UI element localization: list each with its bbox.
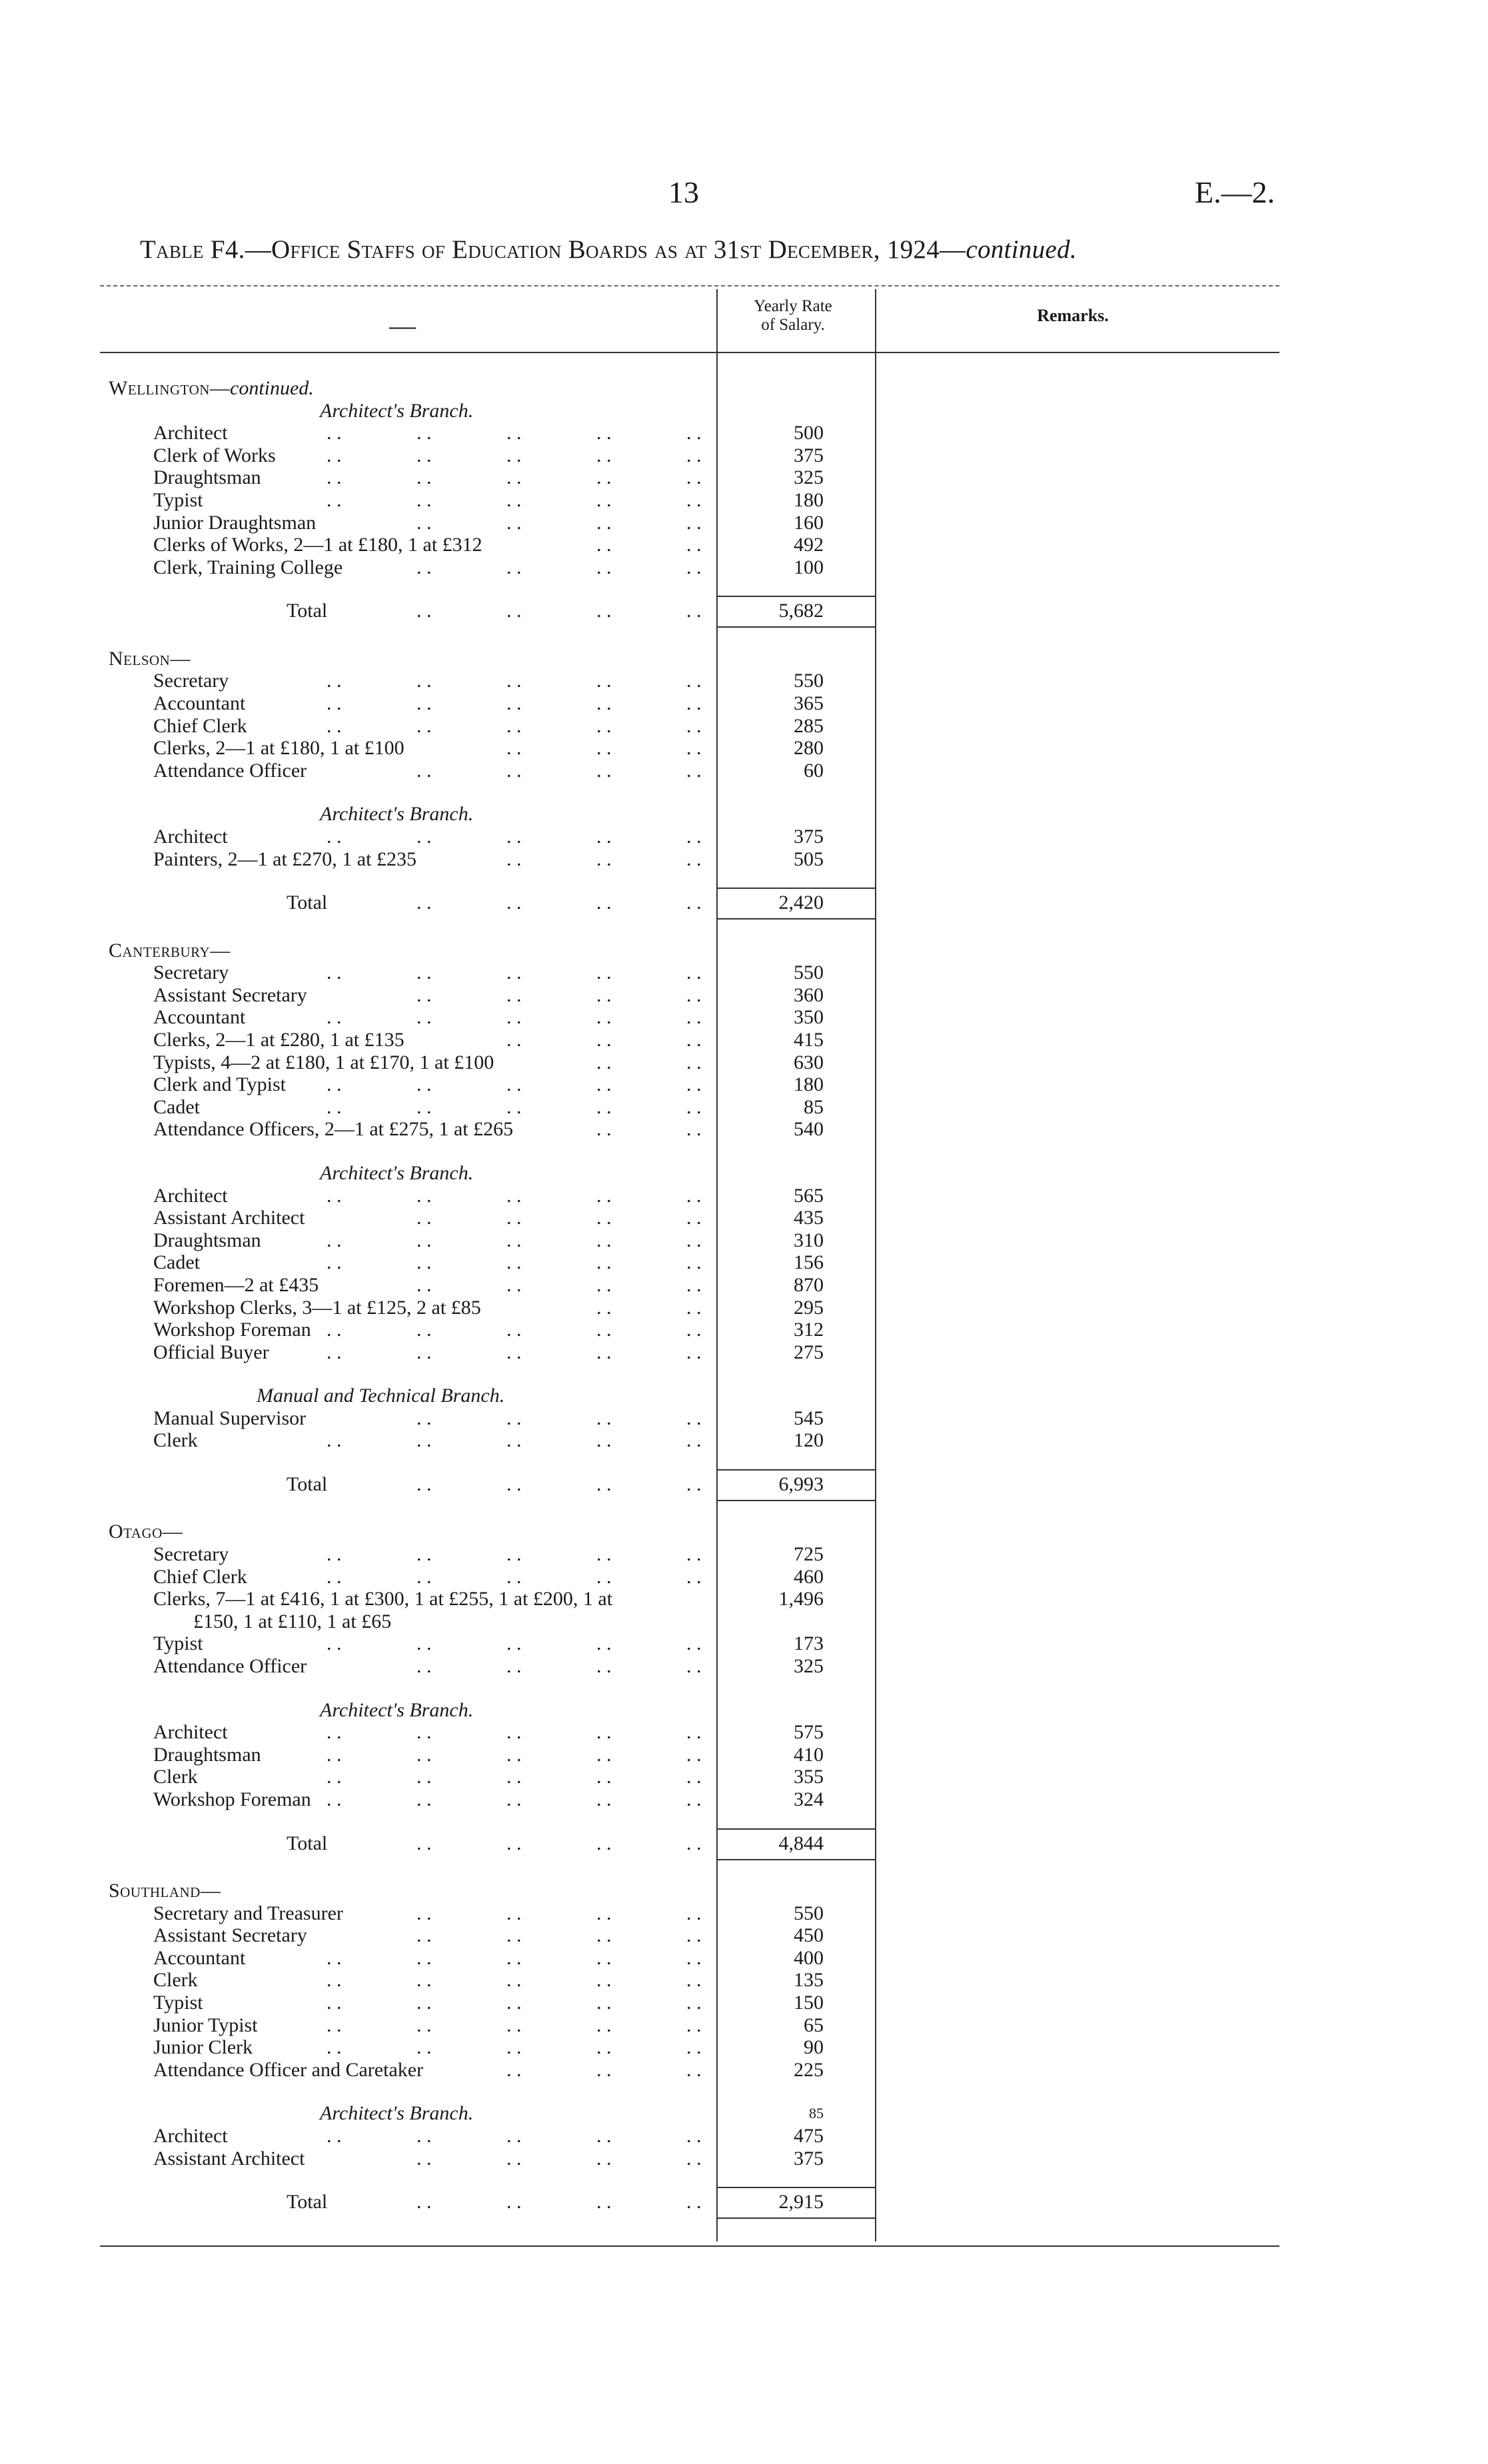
- table-row: [0, 556, 875, 579]
- salary-value: 375: [794, 2147, 824, 2169]
- board-section-heading: [0, 648, 875, 670]
- salary-value: 545: [794, 1407, 824, 1429]
- salary-value: 325: [794, 466, 824, 489]
- table-row: [0, 1297, 875, 1319]
- row-label: Clerk, Training College: [153, 556, 343, 578]
- table-row: [0, 2036, 875, 2059]
- row-label: Foremen—2 at £435: [153, 1273, 319, 1296]
- leader-dots: . . . . . .: [506, 848, 702, 870]
- row-label: Total: [287, 1832, 328, 1854]
- salary-value: 85: [809, 2105, 824, 2122]
- bottom-rule: [100, 2245, 1279, 2247]
- branch-subheading: [0, 803, 875, 826]
- salary-value: 60: [804, 759, 824, 782]
- leader-dots: . . . . . . . . . .: [327, 670, 702, 692]
- row-label: Total: [287, 2191, 328, 2213]
- row-label: Secretary: [153, 1543, 229, 1566]
- table-row: [0, 1429, 875, 1452]
- leader-dots: . . . . . . . . . .: [327, 1788, 702, 1810]
- salary-value: 725: [794, 1543, 824, 1566]
- table-row: [0, 737, 875, 760]
- row-label: Draughtsman: [153, 1743, 261, 1766]
- leader-dots: . . . . . . . .: [416, 511, 702, 534]
- table-row: [0, 760, 875, 782]
- salary-value: 365: [794, 692, 824, 715]
- salary-value: 120: [794, 1429, 824, 1452]
- leader-dots: . . . . . . . . . .: [327, 1073, 702, 1096]
- section-continued-label: continued.: [230, 377, 314, 399]
- board-section-heading: [0, 939, 875, 962]
- row-label: Typist: [153, 489, 203, 511]
- leader-dots: . . . . . . . . . .: [327, 1632, 702, 1655]
- leader-dots: . . . . . . . .: [416, 600, 702, 622]
- total-bottom-rule: [717, 626, 876, 628]
- row-label: Clerk: [153, 1969, 198, 1992]
- table-row: [0, 1788, 875, 1811]
- salary-value: 435: [794, 1207, 824, 1229]
- table-row: [0, 1610, 875, 1633]
- board-section-heading: [0, 377, 875, 400]
- row-label: Architect: [153, 825, 228, 848]
- row-label: Junior Draughtsman: [153, 511, 317, 534]
- leader-dots: . . . . . . . .: [416, 1407, 702, 1429]
- table-row: [0, 1251, 875, 1274]
- row-label: Accountant: [153, 1006, 246, 1029]
- table-row: [0, 1229, 875, 1252]
- leader-dots: . . . . . . . . . .: [327, 1251, 702, 1274]
- row-label: Architect: [153, 1721, 228, 1744]
- table-row: [0, 2014, 875, 2037]
- salary-value: 90: [804, 2036, 824, 2059]
- table-row: [0, 534, 875, 556]
- table-row: [0, 1744, 875, 1766]
- total-row: [0, 2191, 875, 2213]
- table-row: [0, 1543, 875, 1566]
- row-label: Architect: [153, 422, 228, 444]
- header-bottom-rule: [100, 352, 1279, 353]
- row-label: Secretary: [153, 670, 229, 692]
- yearly-rate-header-line1: Yearly Rate: [754, 297, 832, 315]
- row-label: Chief Clerk: [153, 714, 247, 737]
- salary-value: 460: [794, 1565, 824, 1588]
- leader-dots: . . . . . . . . . .: [327, 1341, 702, 1363]
- leader-dots: . . . .: [596, 1118, 702, 1141]
- table-row: [0, 848, 875, 871]
- row-label: Total: [287, 1473, 328, 1495]
- row-label: Architect's Branch.: [320, 2102, 474, 2125]
- salary-value: 1,496: [778, 1588, 824, 1610]
- leader-dots: . . . . . . . .: [416, 2191, 702, 2213]
- table-row: [0, 984, 875, 1007]
- leader-dots: . . . . . . . . . .: [327, 1721, 702, 1744]
- salary-value: 156: [794, 1251, 824, 1274]
- row-label: Architect: [153, 2124, 228, 2147]
- table-row: [0, 1632, 875, 1655]
- row-label: Clerk: [153, 1766, 198, 1788]
- row-label: Attendance Officer: [153, 759, 307, 782]
- salary-value: 160: [794, 511, 824, 534]
- leader-dots: . . . . . .: [506, 737, 702, 760]
- page-number: 13: [668, 175, 699, 209]
- board-section-heading: [0, 1521, 875, 1543]
- row-label: Assistant Architect: [153, 1207, 305, 1229]
- row-label: Draughtsman: [153, 1229, 261, 1251]
- salary-value: 355: [794, 1766, 824, 1788]
- row-label: Wellington—: [109, 377, 231, 399]
- total-bottom-rule: [717, 1859, 876, 1860]
- salary-value: 375: [794, 444, 824, 466]
- table-row: [0, 1655, 875, 1678]
- leader-dots: . . . . . . . . . .: [327, 1229, 702, 1251]
- leader-dots: . . . . . . . .: [416, 1902, 702, 1924]
- row-label: Cadet: [153, 1251, 200, 1274]
- salary-value: 285: [794, 714, 824, 737]
- table-row: [0, 489, 875, 512]
- salary-value: 350: [794, 1006, 824, 1029]
- table-title-continued: continued.: [966, 235, 1077, 264]
- total-bottom-rule: [717, 2217, 876, 2219]
- row-label: Clerk: [153, 1429, 198, 1452]
- yearly-rate-header-line2: of Salary.: [761, 316, 825, 334]
- row-label: Clerks, 2—1 at £280, 1 at £135: [153, 1029, 404, 1051]
- row-label: Typist: [153, 1992, 203, 2014]
- salary-value: 475: [794, 2124, 824, 2147]
- salary-value: 375: [794, 825, 824, 848]
- salary-value: 312: [794, 1319, 824, 1341]
- leader-dots: . . . . . . . .: [416, 983, 702, 1006]
- row-label: £150, 1 at £110, 1 at £65: [193, 1610, 392, 1632]
- salary-value: 135: [794, 1969, 824, 1992]
- row-label: Workshop Foreman: [153, 1788, 311, 1810]
- salary-value: 100: [794, 556, 824, 578]
- leader-dots: . . . . . . . . . .: [327, 2124, 702, 2147]
- row-label: Architect's Branch.: [320, 1161, 474, 1184]
- table-row: [0, 2125, 875, 2148]
- row-label: Clerks of Works, 2—1 at £180, 1 at £312: [153, 534, 482, 556]
- salary-value: 630: [794, 1051, 824, 1073]
- row-label: Manual and Technical Branch.: [257, 1385, 505, 1407]
- table-row: [0, 1319, 875, 1341]
- branch-subheading: [0, 1699, 875, 1722]
- row-label: Secretary: [153, 961, 229, 984]
- row-label: Canterbury—: [109, 939, 231, 961]
- table-row: [0, 1766, 875, 1788]
- leader-dots: . . . .: [596, 534, 702, 556]
- salary-value: 450: [794, 1924, 824, 1947]
- leader-dots: . . . . . . . . . .: [327, 1319, 702, 1341]
- leader-dots: . . . .: [596, 1051, 702, 1073]
- row-label: Architect: [153, 1184, 228, 1207]
- leader-dots: . . . .: [596, 1296, 702, 1319]
- table-row: [0, 1051, 875, 1074]
- leader-dots: . . . . . . . .: [416, 1924, 702, 1947]
- salary-value: 550: [794, 1902, 824, 1924]
- table-row: [0, 422, 875, 444]
- table-row: [0, 826, 875, 848]
- row-label: Total: [287, 892, 328, 914]
- salary-value: 415: [794, 1029, 824, 1051]
- row-label: Junior Clerk: [153, 2036, 253, 2059]
- leader-dots: . . . . . . . . . .: [327, 1766, 702, 1788]
- leader-dots: . . . . . . . . . .: [327, 1006, 702, 1029]
- total-top-rule: [717, 888, 876, 889]
- leader-dots: . . . . . . . . . .: [327, 1992, 702, 2014]
- total-bottom-rule: [717, 1500, 876, 1501]
- table-row: [0, 1274, 875, 1297]
- total-top-rule: [717, 596, 876, 597]
- table-row: [0, 1992, 875, 2014]
- total-value: 4,844: [778, 1832, 824, 1854]
- table-row: [0, 444, 875, 467]
- branch-subheading: [0, 1385, 875, 1407]
- table-row: [0, 1029, 875, 1051]
- salary-value: 173: [794, 1632, 824, 1655]
- table-row: [0, 1118, 875, 1141]
- leader-dots: . . . . . . . . . .: [327, 1543, 702, 1566]
- salary-value: 180: [794, 1073, 824, 1096]
- salary-value: 180: [794, 489, 824, 511]
- table-row: [0, 1006, 875, 1029]
- table-row: [0, 670, 875, 692]
- rate-column-right-rule: [875, 289, 876, 2241]
- row-label: Accountant: [153, 1946, 246, 1969]
- total-top-rule: [717, 1828, 876, 1830]
- leader-dots: . . . . . . . .: [416, 1207, 702, 1229]
- salary-value: 325: [794, 1655, 824, 1678]
- total-bottom-rule: [717, 918, 876, 920]
- table-title: [140, 235, 1279, 265]
- salary-value: 550: [794, 961, 824, 984]
- row-label: Clerk of Works: [153, 444, 276, 466]
- row-label: Manual Supervisor: [153, 1407, 307, 1429]
- row-label: Chief Clerk: [153, 1565, 247, 1588]
- total-row: [0, 1473, 875, 1496]
- row-label: Clerks, 7—1 at £416, 1 at £300, 1 at £255, 1 at £200, 1 at: [153, 1588, 613, 1610]
- row-label: Attendance Officer: [153, 1655, 307, 1678]
- row-label: Workshop Foreman: [153, 1319, 311, 1341]
- row-label: Cadet: [153, 1095, 200, 1118]
- leader-dots: . . . . . . . . . .: [327, 1184, 702, 1207]
- leader-dots: . . . . . . . . . .: [327, 2036, 702, 2059]
- row-label: Draughtsman: [153, 466, 261, 489]
- leader-dots: . . . . . . . . . .: [327, 422, 702, 444]
- total-top-rule: [717, 2187, 876, 2188]
- leader-dots: . . . . . . . . . .: [327, 444, 702, 466]
- row-label: Clerks, 2—1 at £180, 1 at £100: [153, 737, 404, 760]
- table-row: [0, 1588, 875, 1610]
- leader-dots: . . . . . . . . . .: [327, 1095, 702, 1118]
- row-label: Workshop Clerks, 3—1 at £125, 2 at £85: [153, 1296, 481, 1319]
- table-row: [0, 1207, 875, 1229]
- leader-dots: . . . . . . . .: [416, 1655, 702, 1678]
- leader-dots: . . . . . . . .: [416, 556, 702, 578]
- row-label: Attendance Officers, 2—1 at £275, 1 at £265: [153, 1118, 514, 1141]
- salary-value: 505: [794, 848, 824, 870]
- branch-subheading: [0, 400, 875, 422]
- row-label: Assistant Secretary: [153, 1924, 307, 1947]
- leader-dots: . . . . . . . .: [416, 1832, 702, 1854]
- leader-dots: . . . . . . . .: [416, 759, 702, 782]
- total-value: 6,993: [778, 1473, 824, 1495]
- leader-dots: . . . . . . . . . .: [327, 1565, 702, 1588]
- leader-dots: . . . . . . . . . .: [327, 466, 702, 489]
- total-value: 2,420: [778, 892, 824, 914]
- table-row: [0, 961, 875, 984]
- remarks-header: Remarks.: [1037, 306, 1109, 325]
- table-row: [0, 1096, 875, 1119]
- branch-subheading: [0, 1162, 875, 1185]
- leader-dots: . . . . . . . .: [416, 1473, 702, 1495]
- leader-dots: . . . . . . . . . .: [327, 825, 702, 848]
- leader-dots: . . . . . . . .: [416, 892, 702, 914]
- salary-value: 540: [794, 1118, 824, 1141]
- table-row: [0, 1566, 875, 1588]
- row-label: Architect's Branch.: [320, 803, 474, 826]
- table-row: [0, 2059, 875, 2082]
- salary-value: 870: [794, 1273, 824, 1296]
- table-row: [0, 512, 875, 534]
- table-row: [0, 1947, 875, 1970]
- row-label: Junior Typist: [153, 2014, 258, 2036]
- leader-dots: . . . . . . . . . .: [327, 714, 702, 737]
- salary-value: 324: [794, 1788, 824, 1810]
- total-value: 2,915: [778, 2191, 824, 2213]
- top-rule: [100, 285, 1279, 287]
- salary-value: 85: [804, 1095, 824, 1118]
- row-label: Painters, 2—1 at £270, 1 at £235: [153, 848, 416, 870]
- row-label: Official Buyer: [153, 1341, 269, 1363]
- row-label: Clerk and Typist: [153, 1073, 286, 1096]
- row-label: Typist: [153, 1632, 203, 1655]
- leader-dots: . . . . . . . . . .: [327, 961, 702, 984]
- total-value: 5,682: [778, 600, 824, 622]
- leader-dots: . . . . . . . . . .: [327, 1743, 702, 1766]
- row-label: Secretary and Treasurer: [153, 1902, 343, 1924]
- row-label: Attendance Officer and Caretaker: [153, 2058, 424, 2081]
- leader-dots: . . . . . . . .: [416, 1273, 702, 1296]
- row-label: Total: [287, 600, 328, 622]
- salary-value: 575: [794, 1721, 824, 1744]
- row-label: Southland—: [109, 1880, 221, 1902]
- table-row: [0, 1969, 875, 1992]
- document-code: E.—2.: [1195, 175, 1275, 209]
- board-section-heading: [0, 1880, 875, 1902]
- salary-value: 295: [794, 1296, 824, 1319]
- table-row: [0, 1924, 875, 1947]
- salary-value: 280: [794, 737, 824, 760]
- table-row: [0, 1341, 875, 1364]
- leader-dots: . . . . . .: [506, 2058, 702, 2081]
- table-title-main: Table F4.—Office Staffs of Education Boards as at 31st December, 1924—: [140, 235, 966, 264]
- row-label: Nelson—: [109, 647, 191, 670]
- salary-value: 400: [794, 1946, 824, 1969]
- row-label: Assistant Architect: [153, 2147, 305, 2169]
- salary-value: 360: [794, 983, 824, 1006]
- table-row: [0, 1185, 875, 1207]
- row-label: Architect's Branch.: [320, 399, 474, 422]
- leader-dots: . . . . . .: [506, 1029, 702, 1051]
- salary-value: 225: [794, 2058, 824, 2081]
- table-row: [0, 1721, 875, 1744]
- leader-dots: . . . . . . . . . .: [327, 489, 702, 511]
- row-label: Otago—: [109, 1521, 183, 1543]
- branch-subheading: [0, 2102, 875, 2125]
- salary-value: 65: [804, 2014, 824, 2036]
- salary-value: 550: [794, 670, 824, 692]
- total-row: [0, 892, 875, 914]
- leader-dots: . . . . . . . .: [416, 2147, 702, 2169]
- total-top-rule: [717, 1469, 876, 1471]
- salary-value: 492: [794, 534, 824, 556]
- table-row: [0, 692, 875, 715]
- salary-value: 565: [794, 1184, 824, 1207]
- salary-value: 500: [794, 422, 824, 444]
- salary-value: 150: [794, 1992, 824, 2014]
- table-row: [0, 1073, 875, 1096]
- yearly-rate-header: [720, 297, 866, 334]
- salary-value: 275: [794, 1341, 824, 1363]
- leader-dots: . . . . . . . . . .: [327, 1429, 702, 1452]
- row-label: Accountant: [153, 692, 246, 715]
- table-row: [0, 466, 875, 489]
- total-row: [0, 600, 875, 622]
- table-row: [0, 1407, 875, 1430]
- leader-dots: . . . . . . . . . .: [327, 2014, 702, 2036]
- salary-value: 410: [794, 1743, 824, 1766]
- leader-dots: . . . . . . . . . .: [327, 1946, 702, 1969]
- total-row: [0, 1832, 875, 1855]
- leader-dots: . . . . . . . . . .: [327, 692, 702, 715]
- leader-dots: . . . . . . . . . .: [327, 1969, 702, 1992]
- table-row: [0, 1902, 875, 1925]
- row-label: Assistant Secretary: [153, 983, 307, 1006]
- row-label: Typists, 4—2 at £180, 1 at £170, 1 at £100: [153, 1051, 494, 1073]
- particulars-header-dash: —: [389, 310, 416, 340]
- row-label: Architect's Branch.: [320, 1698, 474, 1721]
- table-row: [0, 715, 875, 738]
- salary-value: 310: [794, 1229, 824, 1251]
- table-row: [0, 2148, 875, 2170]
